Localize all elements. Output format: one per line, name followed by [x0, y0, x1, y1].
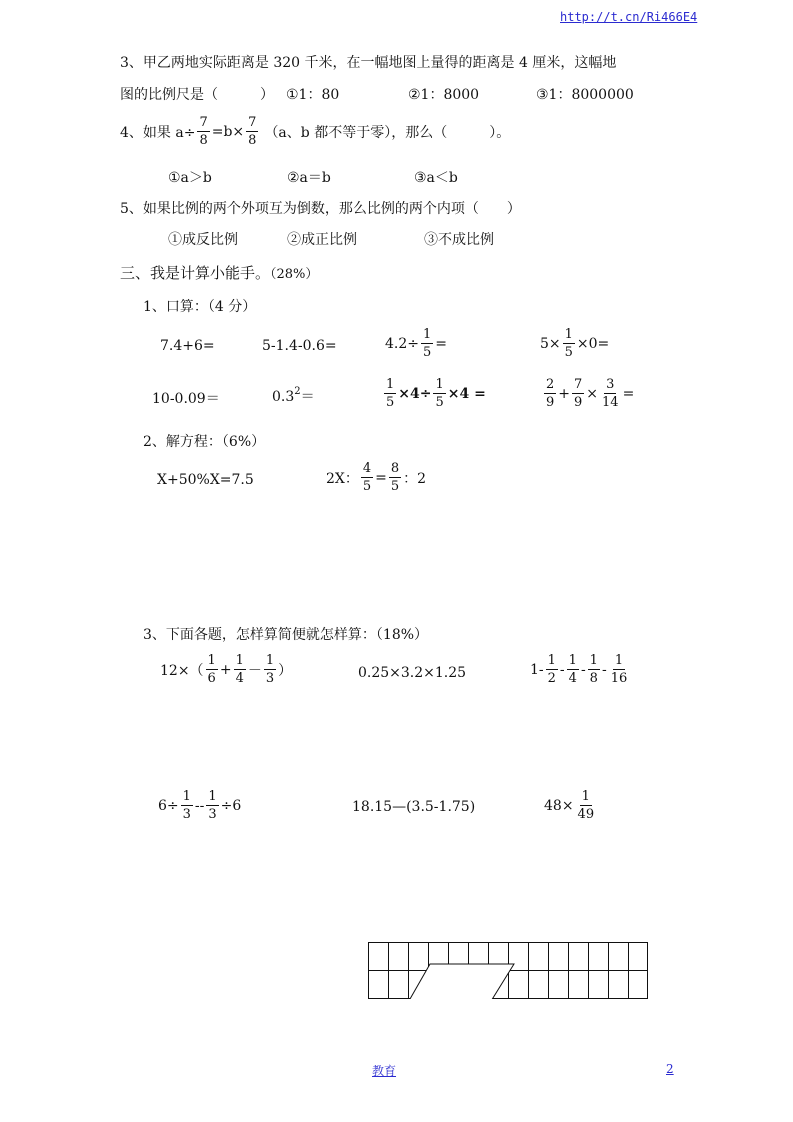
- header-url[interactable]: http://t.cn/Ri466E4: [560, 10, 698, 24]
- footer-link[interactable]: 教育: [372, 1064, 397, 1078]
- page-number: 2: [666, 1062, 674, 1076]
- grid-svg: [368, 942, 648, 999]
- oral-d: 5× $\frac{1}{5}$ ×0=: [540, 327, 610, 360]
- simplify-b: 0.25×3.2×1.25: [358, 665, 467, 681]
- question-5-text: 5、如果比例的两个外项互为倒数，那么比例的两个内项（ ）: [120, 201, 521, 217]
- oral-b: 5-1.4-0.6=: [262, 338, 337, 354]
- simplify-heading: 3、下面各题，怎样算简便就怎样算：（18%）: [143, 627, 429, 643]
- section-3-title: 三、我是计算小能手。（28%）: [120, 264, 319, 282]
- question-5-option-2: ②成正比例: [287, 232, 357, 248]
- oral-g: $\frac{1}{5}$ ×4÷ $\frac{1}{5}$ ×4 =: [386, 377, 486, 410]
- oral-a: 7.4+6=: [160, 338, 215, 354]
- oral-e: 10-0.09＝: [152, 391, 220, 407]
- equations-heading: 2、解方程：（6%）: [143, 434, 266, 450]
- simplify-d: 6÷ $\frac{1}{3}$ -- $\frac{1}{3}$ ÷6: [158, 789, 242, 822]
- fraction-7-8-b: $\frac{7}{8}$: [248, 115, 257, 148]
- question-5-option-1: ①成反比例: [168, 232, 238, 248]
- grid-with-parallelogram: [368, 942, 648, 999]
- question-4-option-2: ②a＝b: [287, 170, 331, 186]
- question-4-option-3: ③a＜b: [414, 170, 458, 186]
- oral-calc-heading: 1、口算：（4 分）: [143, 299, 257, 315]
- question-5-option-3: ③不成比例: [424, 232, 494, 248]
- oral-c: 4.2÷ $\frac{1}{5}$ =: [385, 327, 448, 360]
- question-3-text: 3、甲乙两地实际距离是 320 千米，在一幅地图上量得的距离是 4 厘米，这幅地: [120, 55, 617, 71]
- equation-a: X+50%X=7.5: [157, 472, 254, 488]
- question-3-option-3: ③1：8000000: [536, 87, 634, 103]
- question-4-option-1: ①a＞b: [168, 170, 212, 186]
- oral-h: $\frac{2}{9}$ + $\frac{7}{9}$ × $\frac{3}{14}$ =: [546, 377, 635, 410]
- simplify-f: 48× $\frac{1}{49}$: [544, 789, 595, 822]
- question-3-text-line2: 图的比例尺是（ ）: [120, 87, 274, 103]
- simplify-a: 12×（ $\frac{1}{6}$ + $\frac{1}{4}$ － $\frac{1}{3}$ ）: [160, 653, 293, 686]
- question-4-text: [120, 116, 510, 147]
- question-3-option-1: ①1：80: [286, 87, 340, 103]
- fraction-7-8: $\frac{7}{8}$: [199, 115, 208, 148]
- question-4-mid: =b×: [211, 123, 245, 140]
- question-4-suffix: （a、b 都不等于零），那么（ ）。: [264, 124, 511, 141]
- question-3-option-2: ②1：8000: [408, 87, 480, 103]
- simplify-c: 1- $\frac{1}{2}$ - $\frac{1}{4}$ - $\frac{1}{8}$ - $\frac{1}{16}$: [530, 653, 628, 686]
- oral-f: $0.3^2=$: [272, 386, 315, 405]
- question-4-prefix: 4、如果 a÷: [120, 124, 196, 141]
- equation-b: 2X： $\frac{4}{5}$ = $\frac{8}{5}$ ：2: [326, 461, 427, 494]
- simplify-e: 18.15—(3.5-1.75): [352, 799, 476, 815]
- parallelogram-shape: [406, 964, 514, 999]
